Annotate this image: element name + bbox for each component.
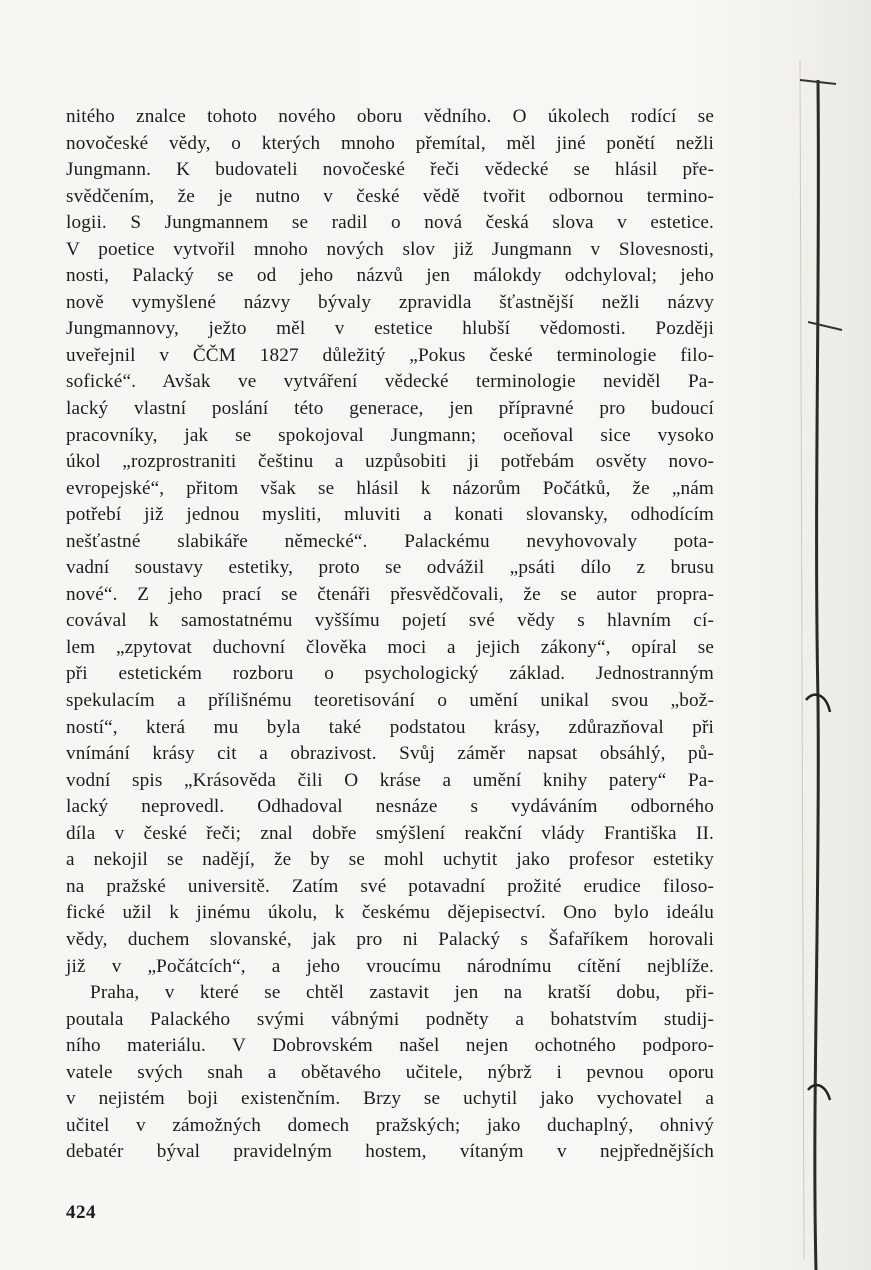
text-line: při estetickém rozboru o psychologický základ. Jednostranným <box>66 663 714 685</box>
text-line: díla v české řeči; znal dobře smýšlení reakční vlády Františka II. <box>66 822 714 844</box>
text-line: sofické“. Avšak ve vytváření vědecké terminologie neviděl Pa- <box>66 371 714 393</box>
text-line: lacký vlastní poslání této generace, jen přípravné pro budoucí <box>66 398 714 420</box>
text-line: nitého znalce tohoto nového oboru vědního. O úkolech rodící se <box>66 106 714 127</box>
text-line: covával k samostatnému vyššímu pojetí své vědy s hlavním cí- <box>66 610 714 632</box>
body-text <box>66 104 714 1166</box>
text-line: pracovníky, jak se spokojoval Jungmann; oceňoval sice vysoko <box>66 424 714 446</box>
text-line: v nejistém boji existenčním. Brzy se uchytil jako vychovatel a <box>66 1088 714 1110</box>
text-line: nově vymyšlené názvy bývaly zpravidla šťastnější nežli názvy <box>66 291 714 313</box>
text-line: Praha, v které se chtěl zastavit jen na kratší dobu, při- <box>90 982 714 1004</box>
text-line: evropejské“, přitom však se hlásil k názorům Počátků, že „nám <box>66 477 714 499</box>
text-line: novočeské vědy, o kterých mnoho přemítal, měl jiné ponětí nežli <box>66 132 714 154</box>
text-line: a nekojil se nadějí, že by se mohl uchytit jako profesor estetiky <box>66 849 714 871</box>
text-line: V poetice vytvořil mnoho nových slov již Jungmann v Slovesnosti, <box>66 238 714 260</box>
text-line: vědy, duchem slovanské, jak pro ni Palacký s Šafaříkem horovali <box>66 928 714 950</box>
text-line: na pražské universitě. Zatím své potavadní prožité erudice filoso- <box>66 875 714 897</box>
text-line: lem „zpytovat duchovní člověka moci a jejich zákony“, opíral se <box>66 636 714 658</box>
text-line: vnímání krásy cit a obrazivost. Svůj záměr napsat obsáhlý, pů- <box>66 743 714 765</box>
text-line: nosti, Palacký se od jeho názvů jen málokdy odchyloval; jeho <box>66 265 714 287</box>
text-line: uveřejnil v ČČM 1827 důležitý „Pokus české terminologie filo- <box>66 344 714 366</box>
text-line: poutala Palackého svými vábnými podněty a bohatstvím studij- <box>66 1008 714 1030</box>
text-line: úkol „rozprostraniti češtinu a uzpůsobiti ji potřebám osvěty novo- <box>66 451 714 473</box>
text-line: Jungmannovy, ježto měl v estetice hlubší vědomosti. Později <box>66 318 714 340</box>
binding-thread-decoration <box>790 0 871 1270</box>
text-line: již v „Počátcích“, a jeho vroucímu národnímu cítění nejblíže. <box>66 955 714 977</box>
text-line: spekulacím a přílišnému teoretisování o umění unikal svou „bož- <box>66 690 714 712</box>
text-line: učitel v zámožných domech pražských; jako duchaplný, ohnivý <box>66 1114 714 1136</box>
text-line: lacký neprovedl. Odhadoval nesnáze s vydáváním odborného <box>66 796 714 818</box>
text-line: vadní soustavy estetiky, proto se odvážil „psáti dílo z brusu <box>66 557 714 579</box>
text-line: fické užil k jinému úkolu, k českému dějepisectví. Ono bylo ideálu <box>66 902 714 924</box>
text-line: debatér býval pravidelným hostem, vítaným v nejpřednějších <box>66 1141 714 1163</box>
page-number: 424 <box>66 1202 96 1223</box>
text-line: logii. S Jungmannem se radil o nová česká slova v estetice. <box>66 212 714 234</box>
text-line: ností“, která mu byla také podstatou krásy, zdůrazňoval při <box>66 716 714 738</box>
text-line: vodní spis „Krásověda čili O kráse a umění knihy patery“ Pa- <box>66 769 714 791</box>
text-line: nešťastné slabikáře německé“. Palackému nevyhovovaly pota- <box>66 530 714 552</box>
text-line: vatele svých snah a obětavého učitele, nýbrž i pevnou oporu <box>66 1061 714 1083</box>
text-line: nové“. Z jeho prací se čtenáři přesvědčovali, že se autor propra- <box>66 583 714 605</box>
text-line: potřebí již jednou mysliti, mluviti a konati slovansky, odhodícím <box>66 504 714 526</box>
text-line: svědčením, že je nutno v české vědě tvořit odbornou termino- <box>66 185 714 207</box>
text-line: ního materiálu. V Dobrovském našel nejen ochotného podporo- <box>66 1035 714 1057</box>
text-line: Jungmann. K budovateli novočeské řeči vědecké se hlásil pře- <box>66 159 714 181</box>
